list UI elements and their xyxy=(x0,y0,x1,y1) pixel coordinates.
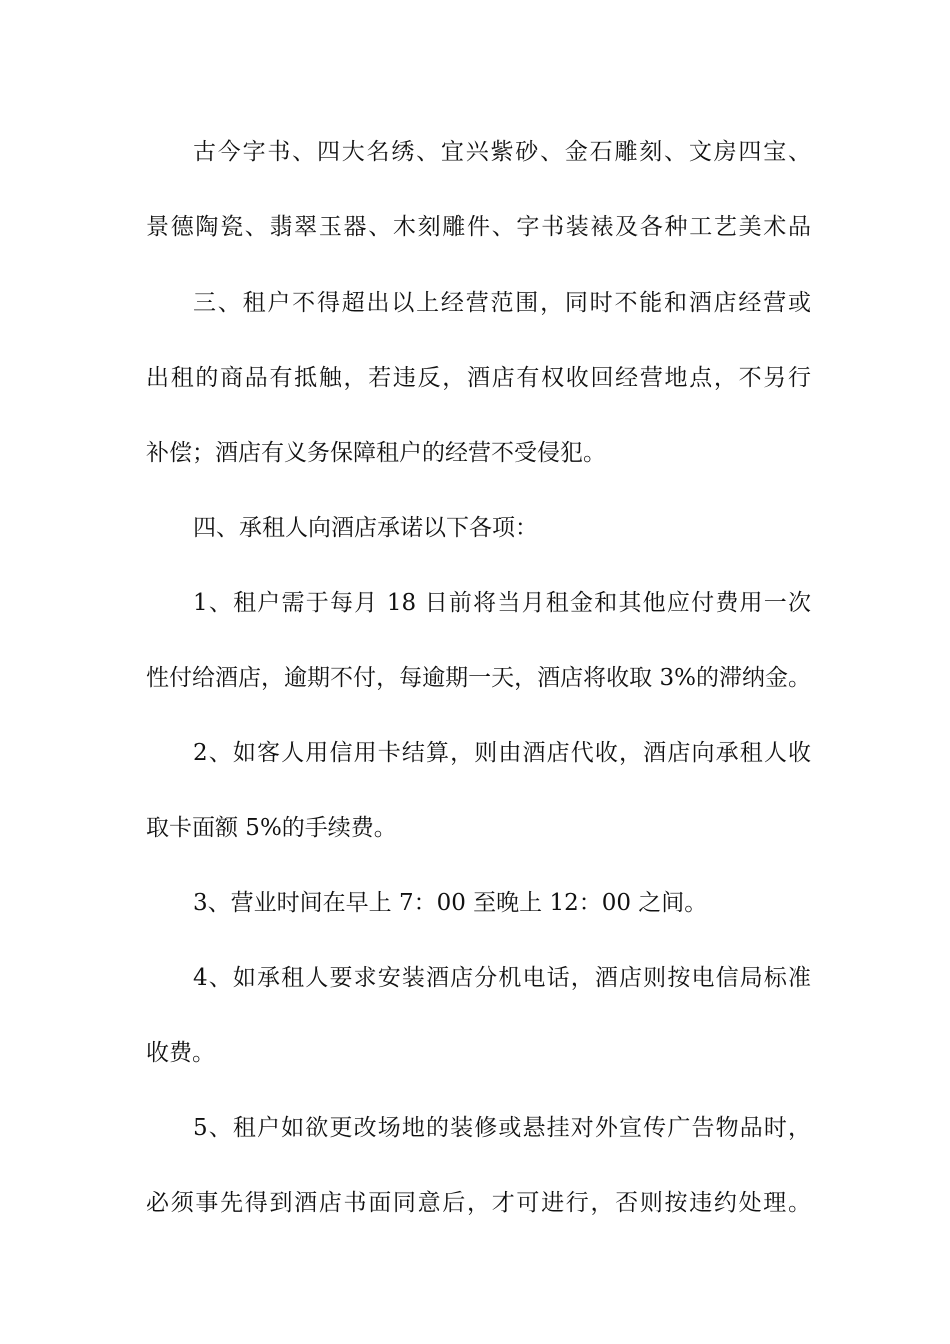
paragraph-line: 三、租户不得超出以上经营范围，同时不能和酒店经营或 xyxy=(193,290,811,316)
paragraph-line: 性付给酒店，逾期不付，每逾期一天，酒店将收取 3%的滞纳金。 xyxy=(146,665,811,691)
paragraph-line: 1、租户需于每月 18 日前将当月租金和其他应付费用一次 xyxy=(193,590,811,616)
paragraph-line: 补偿；酒店有义务保障租户的经营不受侵犯。 xyxy=(146,440,606,466)
paragraph-line: 3、营业时间在早上 7：00 至晚上 12：00 之间。 xyxy=(193,890,708,916)
paragraph-line: 收费。 xyxy=(146,1040,215,1066)
paragraph-line: 4、如承租人要求安装酒店分机电话，酒店则按电信局标准 xyxy=(193,965,811,991)
paragraph-line: 5、租户如欲更改场地的装修或悬挂对外宣传广告物品时， xyxy=(193,1115,811,1141)
paragraph-line: 出租的商品有抵触，若违反，酒店有权收回经营地点，不另行 xyxy=(146,365,811,391)
paragraph-line: 古今字书、四大名绣、宜兴紫砂、金石雕刻、文房四宝、 xyxy=(193,139,811,165)
paragraph-line: 必须事先得到酒店书面同意后，才可进行，否则按违约处理。 xyxy=(146,1190,811,1216)
section-heading: 四、承租人向酒店承诺以下各项： xyxy=(193,515,538,541)
paragraph-line: 取卡面额 5%的手续费。 xyxy=(146,815,397,841)
paragraph-line: 2、如客人用信用卡结算，则由酒店代收，酒店向承租人收 xyxy=(193,740,811,766)
paragraph-line: 景德陶瓷、翡翠玉器、木刻雕件、字书装裱及各种工艺美术品 xyxy=(146,214,811,240)
